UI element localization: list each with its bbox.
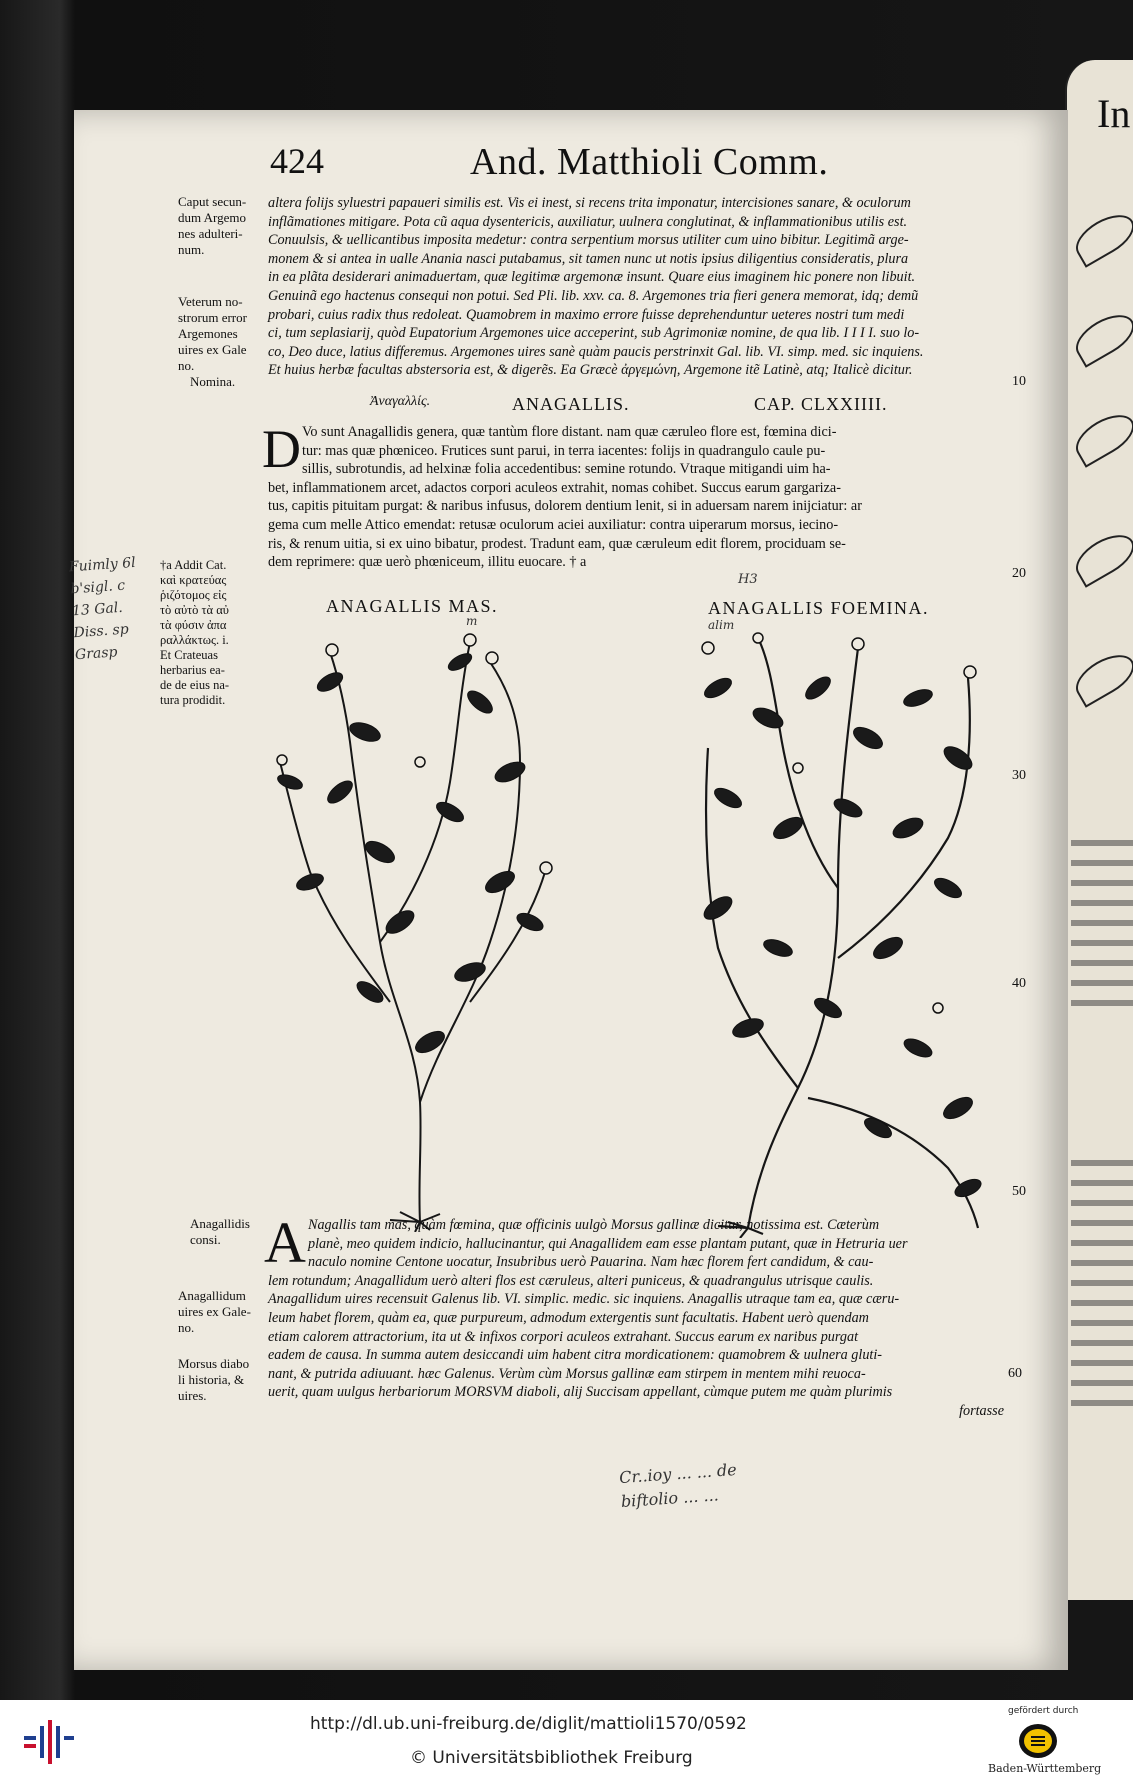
margin-note-veterum: Veterum no- strorum error Argemones uires ex Gale no.: [178, 294, 247, 373]
margin-note-morsus: Morsus diabo li historia, & uires.: [178, 1356, 250, 1403]
lower-text-block: [268, 1216, 1004, 1421]
text-line: ci, tum seplasiarij, quòd Eupatorium Argemones uice acceperint, sub Agrimoniæ nomine, de qua lib. I I I I. suo lo-: [268, 325, 920, 342]
text-line: monem & si antea in ualle Anania nasci putabamus, sit tamen nunc ut notis ipsius diligentius consideratis, plura: [268, 250, 909, 267]
text-line: tur: mas quæ phœniceo. Frutices sunt parui, in terra iacentes: folijs in quadrangulo caule pu-: [302, 442, 826, 459]
handwritten-mark: m: [466, 614, 478, 628]
text-line: Vo sunt Anagallidis genera, quæ tantùm flore distant. nam quæ cæruleo flore est, fœmina dici-: [302, 424, 837, 440]
text-line: gema cum melle Attico emendat: retusæ oculorum aciei auxiliatur: contra uiperarum morsus, iecino-: [268, 516, 839, 533]
chapter-text-block: [268, 423, 1004, 572]
text-line: nant, & putrida adiuuant. hæc Galenus. Verùm cùm Morsus gallinæ eam stirpem in mentem mihi reuoca-: [268, 1365, 866, 1382]
next-page-text-line: [1071, 860, 1133, 866]
margin-note-addit: †a Addit Cat. καὶ κρατεύας ῥιζότομος εἰς τὸ αὐτὸ τὰ αὐ τὰ φύσιν ἀπα ραλλάκτως. i. Et Crateuas herbarius ea- de de eius na- tura prodidit.: [160, 558, 230, 707]
chapter-number: CAP. CLXXIIII.: [754, 394, 888, 414]
text-line: leum habet florem, quàm ea, quæ purpureum, admodum extergentis sunt facultatis. Habent uerò quendam: [268, 1309, 869, 1326]
next-page-text-line: [1071, 1360, 1133, 1366]
next-page-leaf: [1069, 206, 1133, 267]
chapter-greek-title: Ἀναγαλλίς.: [370, 394, 431, 409]
text-line: planè, meo quidem indicio, hallucinantur, qui Anagallidem eam esse plantam putant, quæ in Hetruria uer: [308, 1235, 908, 1252]
next-page-text-line: [1071, 1380, 1133, 1386]
margin-note-anagallidis: Anagallidis consi.: [190, 1216, 250, 1247]
line-number: 30: [1012, 768, 1026, 783]
next-page-text-line: [1071, 1160, 1133, 1166]
page-number: 424: [270, 141, 324, 181]
handwritten-bottom-note: Cr..ioy ... ... de biftolio ... ...: [618, 1459, 738, 1512]
ub-freiburg-logo: [24, 1714, 74, 1770]
text-line: naculo nomine Centone uocatur, Insubribus uerò Pauarina. Nam hæc florem fert candidum, & cau-: [308, 1254, 874, 1271]
next-page-text-line: [1071, 1260, 1133, 1266]
text-line: sillis, subrotundis, ad helxinæ folia accedentibus: semine rotundo. Vtraque mitigandi uim ha-: [302, 461, 831, 478]
text-line: bet, inflammationem arcet, adactos corpori aculeos extrahit, nomas cohibet. Succus earum gargariza-: [268, 479, 841, 496]
top-text-block: [268, 194, 1004, 380]
next-page-text-line: [1071, 900, 1133, 906]
chapter-heading: [260, 394, 1000, 416]
next-page-text-line: [1071, 1180, 1133, 1186]
text-line: etiam calorem attractorium, ita ut & infixos corpori aculeos extrahant. Succus earum ex naribus purgat: [268, 1328, 859, 1345]
baden-wuerttemberg-seal: [1018, 1722, 1058, 1760]
drop-cap-d: D: [262, 419, 301, 479]
text-line: co, Deo duce, latius differemus. Argemones uires sanè quàm paucis perstrinxit Gal. lib. VI. simp. med. sic inquiens.: [268, 343, 924, 360]
woodcut-anagallis-mas: [270, 622, 560, 1232]
sponsor-name: Baden-Württemberg: [988, 1762, 1102, 1775]
next-page-text-line: [1071, 1340, 1133, 1346]
line-number: 60: [1008, 1366, 1022, 1381]
footer-bar: [0, 1700, 1133, 1780]
sponsor-label: gefördert durch: [1008, 1706, 1079, 1716]
next-page-text-line: [1071, 980, 1133, 986]
text-line: Conuulsis, & uellicantibus imposita medetur: contra serpentium morsus utiliter cum uino bibitur. Legitimã arge-: [268, 232, 909, 249]
next-page-edge: [1065, 60, 1133, 1600]
handwritten-margin-note: Fuimly 6l b'sigl. c 13 Gal. Diss. sp Grasp: [68, 554, 137, 664]
next-page-text-line: [1071, 1200, 1133, 1206]
text-line: Genuinã ego hactenus consequi non potui. Sed Pli. lib. xxv. ca. 8. Argemones tria fieri genera memorat, idq; demũ: [268, 287, 919, 304]
drop-cap-a: A: [264, 1210, 306, 1275]
next-page-text-line: [1071, 940, 1133, 946]
next-page-text-line: [1071, 1400, 1133, 1406]
next-page-text-line: [1071, 1220, 1133, 1226]
text-line: Nagallis tam mas, quàm fœmina, quæ officinis uulgò Morsus gallinæ dicitur, notissima est. Cæterùm: [308, 1217, 880, 1233]
text-line: Et huius herbæ facultas abstersoria est, & digerẽs. Ea Græcè ἀργεμώνη, Argemone itẽ Latinè, atq; Italicè dicitur.: [268, 362, 913, 379]
chapter-title: ANAGALLIS.: [512, 394, 630, 414]
next-page-leaf: [1069, 306, 1133, 367]
figure-caption-mas: ANAGALLIS MAS.: [326, 596, 499, 616]
running-title: And. Matthioli Comm.: [470, 141, 829, 183]
handwritten-mark: alim: [708, 618, 735, 632]
line-number: 10: [1012, 374, 1026, 389]
next-page-text-line: [1071, 920, 1133, 926]
figure-caption-foemina: ANAGALLIS FOEMINA.: [708, 598, 929, 618]
page-header: [270, 140, 990, 184]
text-line: inflãmationes mitigare. Pota cũ aqua dysentericis, auxiliatur, uulnera conglutinat, & inflammationibus utilis est.: [268, 213, 908, 230]
copyright-notice: © Universitätsbibliothek Freiburg: [410, 1748, 693, 1768]
margin-note-nomina: Nomina.: [190, 374, 236, 389]
line-number: 50: [1012, 1184, 1026, 1199]
margin-note-caput: Caput secun- dum Argemo nes adulteri- num.: [178, 194, 247, 257]
next-page-text-line: [1071, 880, 1133, 886]
text-line: eadem de causa. In summa autem desiccandi uim habent citra mordicationem: quamobrem & uulnera gluti-: [268, 1347, 883, 1364]
woodcut-anagallis-foemina: [688, 628, 988, 1238]
next-page-text-line: [1071, 1280, 1133, 1286]
next-page-text-line: [1071, 840, 1133, 846]
next-page-leaf: [1069, 526, 1133, 587]
text-line: Anagallidum uires recensuit Galenus lib. VI. simplic. medic. sic inquiens. Anagallis utraque tam ea, quæ cæru-: [268, 1291, 900, 1308]
next-page-heading-fragment: In: [1097, 91, 1131, 136]
line-number: 40: [1012, 976, 1026, 991]
next-page-text-line: [1071, 1320, 1133, 1326]
text-line: dem reprimere: quæ uerò phœniceum, illitu euocare. † a: [268, 554, 587, 571]
next-page-leaf: [1069, 406, 1133, 467]
next-page-text-line: [1071, 960, 1133, 966]
text-line: ris, & renum uitia, si ex uino bibatur, prodest. Tradunt eam, quæ cæruleum edit florem, prociduam se-: [268, 535, 846, 552]
text-line: probari, cuius radix thus redoleat. Quamobrem in maximo errore fuisse deprehenduntur ueteres nostri tum medi: [268, 306, 905, 323]
next-page-leaf: [1069, 646, 1133, 707]
margin-note-anagallidum: Anagallidum uires ex Gale- no.: [178, 1288, 251, 1335]
next-page-text-line: [1071, 1000, 1133, 1006]
text-line: in ea plãta desiderari animaduertam, quæ legitimæ argemonæ insunt. Quare eius imaginem hic ponere non libuit.: [268, 269, 916, 286]
next-page-text-line: [1071, 1240, 1133, 1246]
catchword: fortasse: [959, 1402, 1004, 1419]
handwritten-mark: H3: [738, 572, 758, 587]
next-page-text-line: [1071, 1300, 1133, 1306]
line-number: 20: [1012, 566, 1026, 581]
document-url[interactable]: http://dl.ub.uni-freiburg.de/diglit/mattioli1570/0592: [310, 1714, 747, 1734]
text-line: altera folijs syluestri papaueri similis est. Vis ei inest, si recens trita imponatur, intercisiones sanare, & oculorum: [268, 195, 911, 211]
text-line: tus, capitis pituitam purgat: & naribus infusus, dolorem dentium lenit, si in aduersam narem inijciatur: ar: [268, 498, 862, 515]
text-line: uerit, quam uulgus herbariorum MORSVM diaboli, alij Succisam appellant, cùmque putem me quàm plurimis: [268, 1384, 893, 1401]
text-line: lem rotundum; Anagallidum uerò alteri flos est cæruleus, alteri puniceus, & quadrangulus utrisque caulis.: [268, 1272, 874, 1289]
